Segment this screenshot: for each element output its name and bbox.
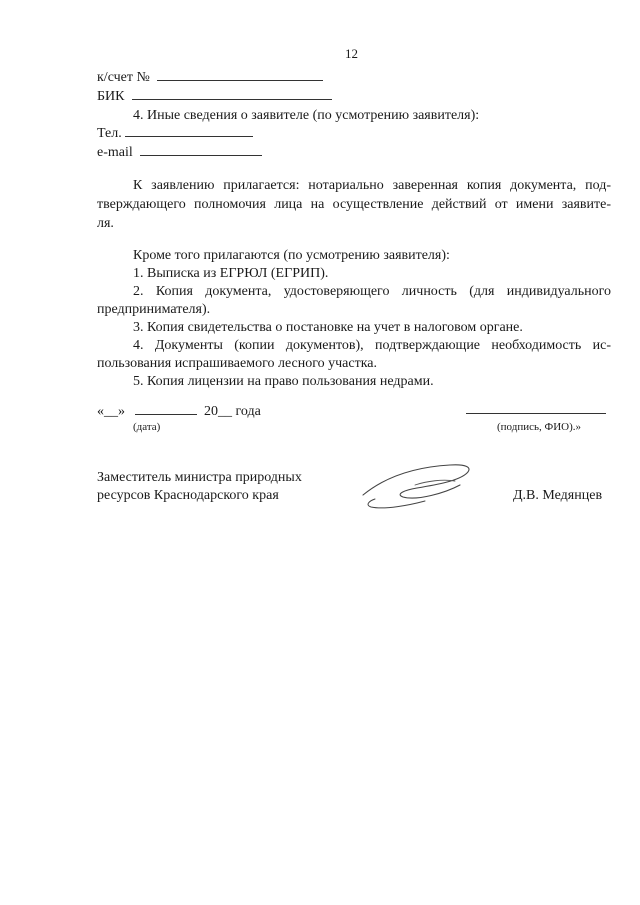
email-label: e-mail [97,145,133,160]
signature-blank[interactable] [466,413,606,414]
additional-item-2-line-2: предпринимателя). [97,302,211,317]
attachment-line-3: ля. [97,216,114,231]
phone-label: Тел. [97,126,122,141]
date-caption: (дата) [133,421,161,433]
account-field[interactable] [157,68,323,81]
additional-item-4-line-1: 4. Документы (копии документов), подтверждающие необходимость ис- [133,338,611,353]
signatory-name: Д.В. Медянцев [513,488,603,503]
signatory-title-line-2: ресурсов Краснодарского края [97,488,279,503]
month-field[interactable] [135,402,197,415]
account-label: к/счет № [97,70,150,85]
phone-line [97,124,253,143]
year-prefix: 20__ [204,404,232,419]
attachment-line-2: тверждающего полномочия лица на осуществление действий от имени заявите- [97,197,611,212]
bik-field[interactable] [132,87,332,100]
bik-label: БИК [97,89,125,104]
email-line [97,143,262,162]
additional-item-4-line-2: пользования испрашиваемого лесного участка. [97,356,378,371]
year-suffix: года [235,404,261,419]
additional-intro: Кроме того прилагаются (по усмотрению заявителя): [133,248,450,263]
day-quote: «__» [97,404,125,419]
other-info-heading: 4. Иные сведения о заявителе (по усмотрению заявителя): [133,108,480,123]
date-line [97,402,261,421]
additional-item-3: 3. Копия свидетельства о постановке на учет в налоговом органе. [133,320,523,335]
additional-item-5: 5. Копия лицензии на право пользования недрами. [133,374,434,389]
bik-line [97,87,332,106]
signature-caption: (подпись, ФИО).» [497,421,581,433]
attachment-line-1: К заявлению прилагается: нотариально заверенная копия документа, под- [133,178,611,193]
page-number: 12 [345,46,358,61]
phone-field[interactable] [125,124,253,137]
additional-item-2-line-1: 2. Копия документа, удостоверяющего личность (для индивидуального [133,284,611,299]
handwritten-signature [355,455,485,515]
email-field[interactable] [140,143,262,156]
account-line [97,68,323,87]
additional-item-1: 1. Выписка из ЕГРЮЛ (ЕГРИП). [133,266,329,281]
signatory-title-line-1: Заместитель министра природных [97,470,302,485]
